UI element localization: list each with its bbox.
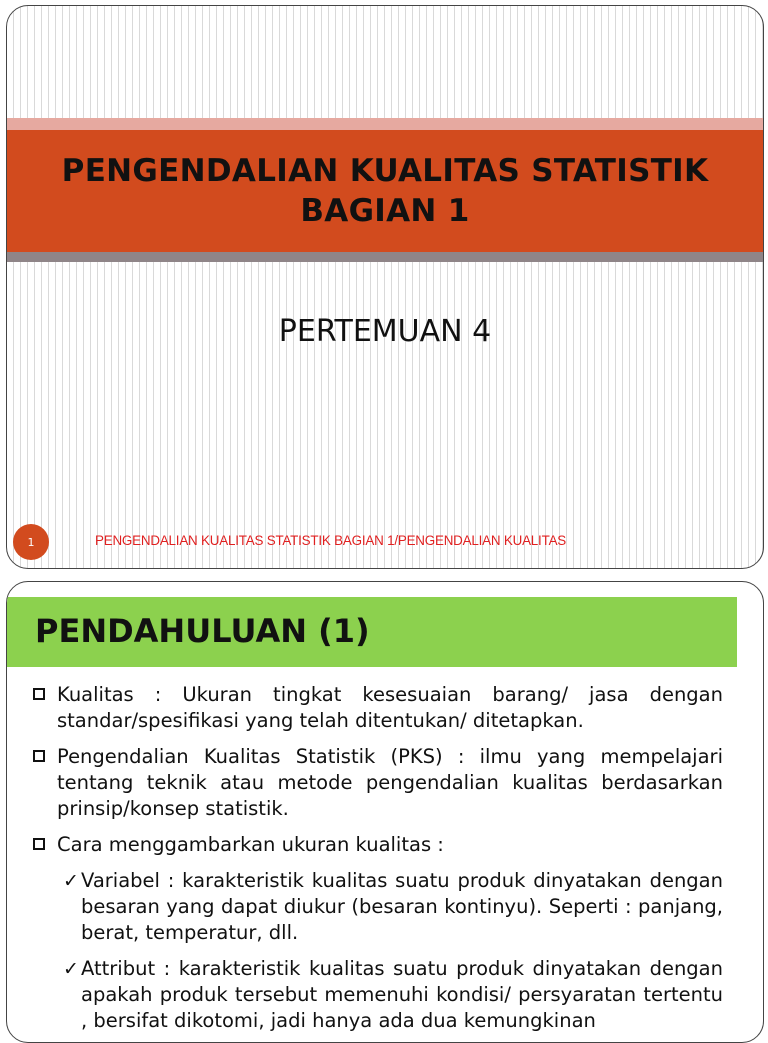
sub-bullet-text: Variabel : karakteristik kualitas suatu produk dinyatakan dengan besaran yang dapat diukur (besaran kontinyu). Seperti : panjang, berat, temperatur, dll. [81, 869, 723, 944]
list-item [33, 744, 723, 822]
bullet-text: Pengendalian Kualitas Statistik (PKS) : ilmu yang mempelajari tentang teknik atau metode pengendalian kualitas berdasarkan prinsip/konsep statistik. [57, 745, 723, 820]
check-icon: ✓ [63, 870, 79, 892]
slide-heading: PENDAHULUAN (1) [35, 612, 370, 650]
checkbox-bullet-icon [33, 838, 45, 850]
bullet-text: Cara menggambarkan ukuran kualitas : [57, 833, 444, 856]
sub-bullet-text: Attribut : karakteristik kualitas suatu produk dinyatakan dengan apakah produk tersebut memenuhi kondisi/ persyaratan tertentu , bersifat dikotomi, jadi hanya ada dua kemungkinan [81, 957, 723, 1032]
slide-number-badge: 1 [13, 524, 49, 560]
bullet-text: Kualitas : Ukuran tingkat kesesuaian barang/ jasa dengan standar/spesifikasi yang telah ditentukan/ ditetapkan. [57, 683, 723, 732]
slide-2 [6, 581, 764, 1043]
list-item [33, 682, 723, 734]
slide-1 [6, 5, 764, 569]
slide-footer: PENGENDALIAN KUALITAS STATISTIK BAGIAN 1/PENGENDALIAN KUALITAS [95, 533, 567, 548]
list-item [33, 832, 723, 858]
slide-title-line-1: PENGENDALIAN KUALITAS STATISTIK [61, 153, 709, 189]
title-band [7, 130, 763, 252]
heading-bar [7, 597, 737, 667]
title-top-stripe [7, 118, 763, 130]
checkbox-bullet-icon [33, 750, 45, 762]
checkbox-bullet-icon [33, 688, 45, 700]
sub-list-item [63, 956, 723, 1034]
sub-list-item [63, 868, 723, 946]
check-icon: ✓ [63, 958, 79, 980]
title-bottom-stripe [7, 252, 763, 262]
slide-title-line-2: BAGIAN 1 [300, 193, 470, 229]
slide-content [33, 682, 723, 1043]
slide-subtitle: PERTEMUAN 4 [278, 314, 492, 349]
